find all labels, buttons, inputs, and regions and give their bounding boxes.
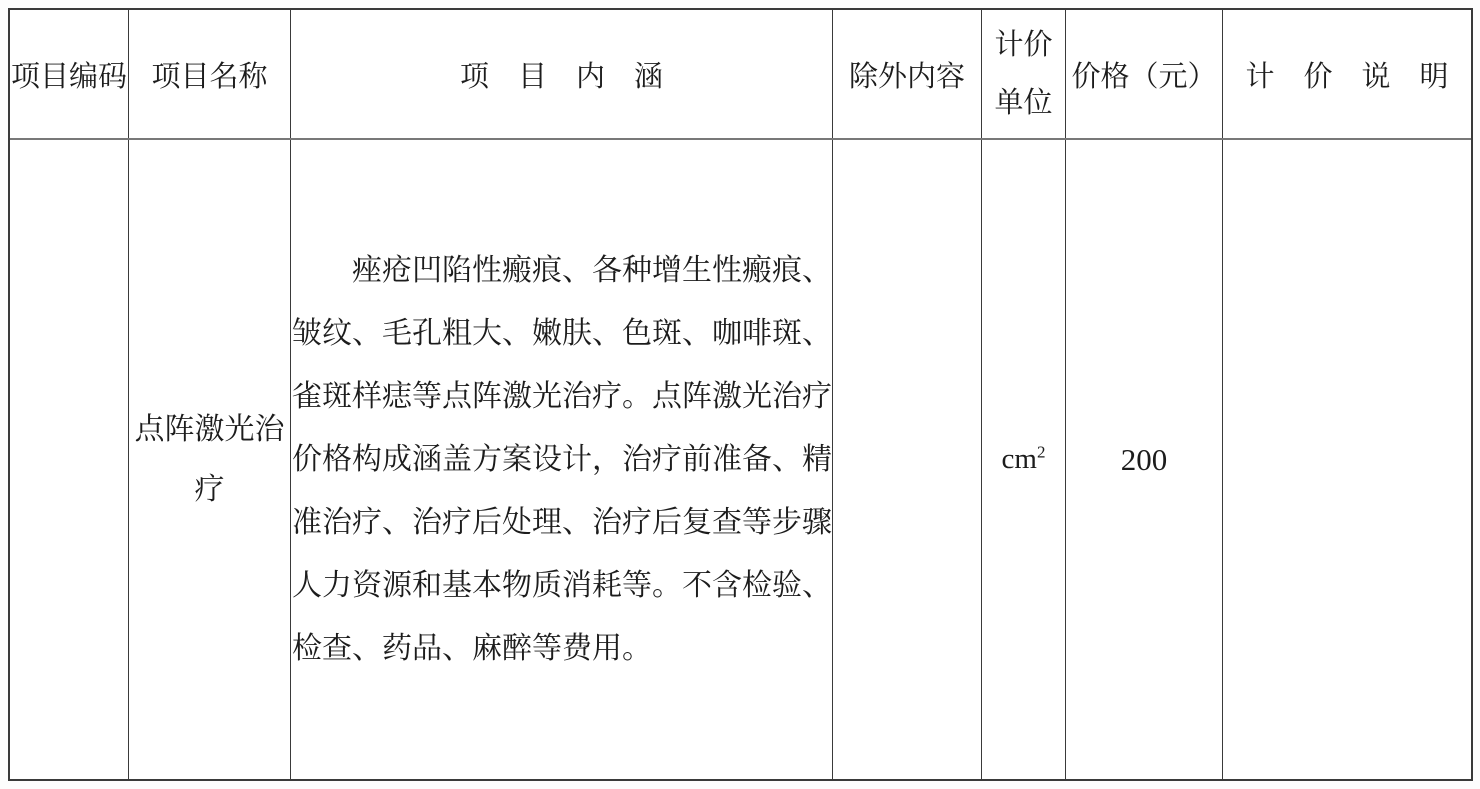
header-pricing-note: 计 价 说 明 <box>1245 60 1449 93</box>
cell-pricing-note <box>1223 140 1471 779</box>
table-data-row <box>10 140 1471 779</box>
header-pricing-unit <box>982 10 1066 138</box>
header-project-name: 项目名称 <box>129 10 291 138</box>
content-line: 检查、药品、麻醉等费用。 <box>292 632 652 665</box>
header-project-content: 项 目 内 涵 <box>291 10 833 138</box>
header-exclusions: 除外内容 <box>833 10 982 138</box>
unit-base: cm <box>1001 443 1037 475</box>
header-project-code: 项目编码 <box>10 10 129 138</box>
content-line: 皱纹、毛孔粗大、嫩肤、色斑、咖啡斑、 <box>292 317 832 350</box>
table-header-row <box>10 10 1471 140</box>
header-price-yuan: 价格（元） <box>1066 10 1223 138</box>
pricing-unit-value <box>1002 443 1046 476</box>
cell-project-code <box>10 140 129 779</box>
price-table <box>8 8 1473 781</box>
content-line: 人力资源和基本物质消耗等。不含检验、 <box>292 569 832 602</box>
unit-superscript: 2 <box>1036 442 1046 462</box>
header-pricing-unit-line1: 计价 <box>994 29 1053 61</box>
cell-project-name <box>129 140 291 779</box>
content-line: 价格构成涵盖方案设计，治疗前准备、精 <box>292 443 832 476</box>
content-line: 准治疗、治疗后处理、治疗后复查等步骤 <box>292 506 832 539</box>
cell-price <box>1066 140 1223 779</box>
project-name-text: 点阵激光治疗 <box>134 412 285 506</box>
content-line: 痤疮凹陷性瘢痕、各种增生性瘢痕、 <box>352 254 832 287</box>
cell-pricing-unit <box>982 140 1066 779</box>
content-line: 雀斑样痣等点阵激光治疗。点阵激光治疗 <box>292 380 832 413</box>
cell-project-content <box>291 140 833 779</box>
price-value: 200 <box>1120 441 1168 477</box>
cell-exclusions <box>833 140 982 779</box>
header-pricing-unit-line2: 单位 <box>994 87 1053 119</box>
